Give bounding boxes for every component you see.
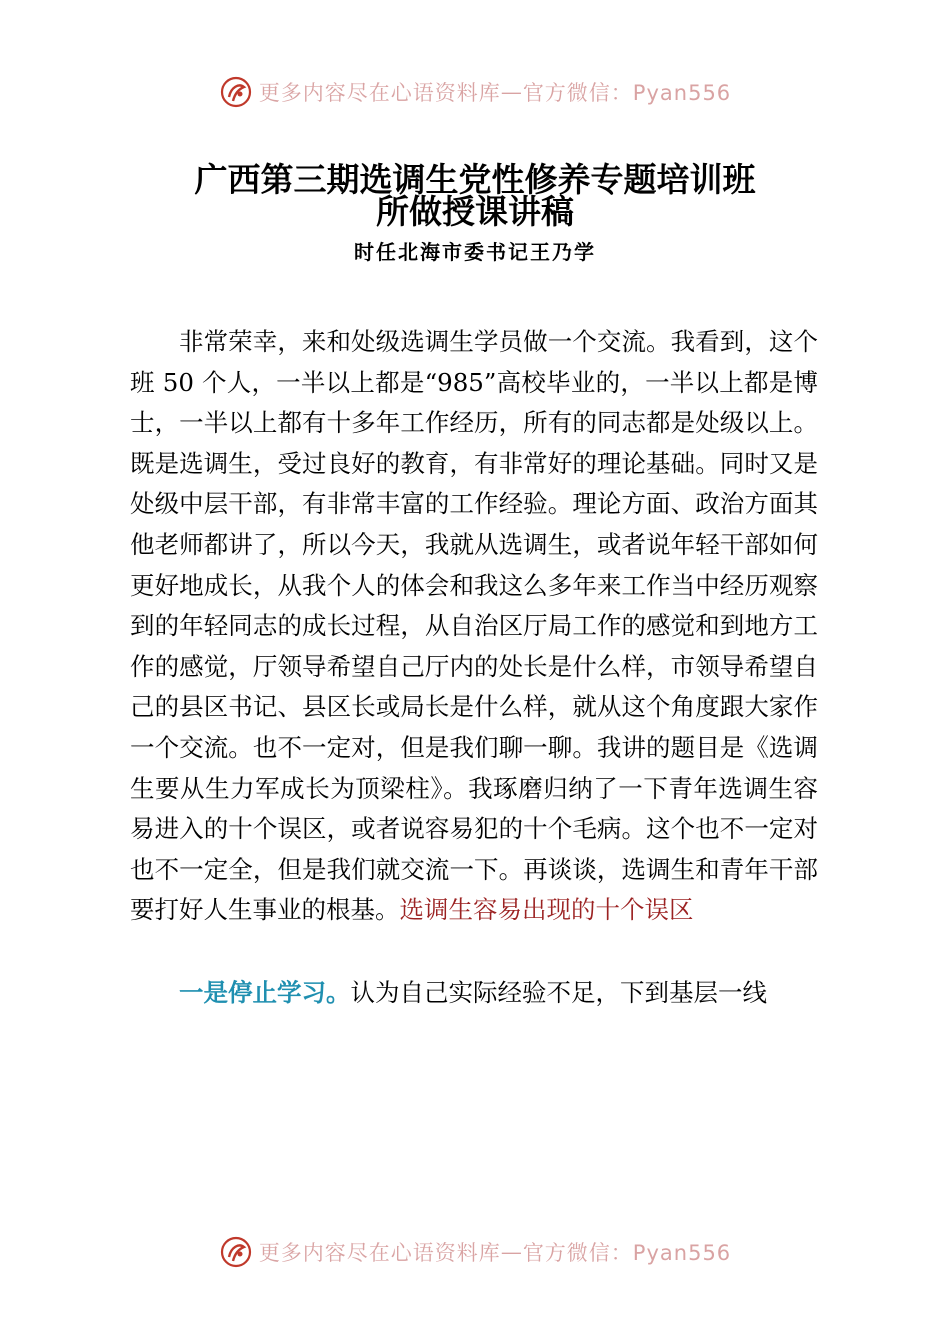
point1-text: 认为自己实际经验不足，下到基层一线: [350, 978, 767, 1007]
watermark-header: [0, 72, 950, 112]
paragraph-point1: [130, 973, 818, 1014]
paragraph-intro: [130, 322, 818, 931]
watermark-dash: —: [500, 1240, 523, 1264]
doc-author: 时任北海市委书记王乃学: [354, 240, 596, 264]
watermark-wechat: 官方微信：Pyan556: [522, 81, 732, 105]
watermark-wechat: 官方微信：Pyan556: [522, 1241, 732, 1265]
doc-title-line2: 所做授课讲稿: [376, 192, 574, 231]
watermark-dash: —: [500, 80, 523, 104]
paragraph-intro-text: 非常荣幸，来和处级选调生学员做一个交流。我看到，这个班 50 个人，一半以上都是“985”高校毕业的，一半以上都是博士，一半以上都有十多年工作经历，所有的同志都是处级以上。既是选调生，受过良好的教育，有非常好的理论基础。同时又是处级中层干部，有非常丰富的工作经验。理论方面、政治方面其他老师都讲了，所以今天，我就从选调生，或者说年轻干部如何更好地成长，从我个人的体会和我这么多年来工作当中经历观察到的年轻同志的成长过程，从自治区厅局工作的感觉和到地方工作的感觉，厅领导希望自己厅内的处长是什么样，市领导希望自己的县区书记、县区长或局长是什么样，就从这个角度跟大家作一个交流。也不一定对，但是我们聊一聊。我讲的题目是《选调生要从生力军成长为顶梁柱》。我琢磨归纳了一下青年选调生容易进入的十个误区，或者说容易犯的十个毛病。这个也不一定对也不一定全，但是我们就交流一下。再谈谈，选调生和青年干部要打好人生事业的根基。: [130, 327, 818, 925]
watermark-footer: [0, 1232, 950, 1272]
watermark-text: 更多内容尽在心语资料库: [258, 81, 501, 105]
watermark-text: 更多内容尽在心语资料库: [258, 1241, 501, 1265]
logo-icon: [219, 1235, 253, 1269]
section-heading: 选调生容易出现的十个误区: [399, 895, 694, 925]
point1-heading: 一是停止学习。: [179, 978, 351, 1007]
logo-icon: [219, 75, 253, 109]
doc-title-line1: 广西第三期选调生党性修养专题培训班: [194, 160, 756, 199]
